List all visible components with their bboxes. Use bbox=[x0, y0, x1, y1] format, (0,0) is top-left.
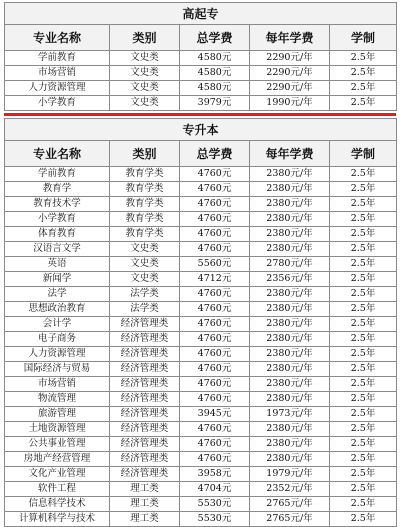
cell-major-name: 土地资源管理 bbox=[5, 422, 110, 437]
cell-annual-fee: 2380元/年 bbox=[250, 212, 330, 227]
table-row bbox=[5, 407, 397, 422]
cell-category: 理工类 bbox=[110, 497, 180, 512]
cell-major-name: 电子商务 bbox=[5, 332, 110, 347]
cell-annual-fee: 2380元/年 bbox=[250, 182, 330, 197]
cell-annual-fee: 2380元/年 bbox=[250, 242, 330, 257]
cell-total-fee: 4760元 bbox=[180, 317, 250, 332]
cell-annual-fee: 2290元/年 bbox=[250, 51, 330, 66]
cell-major-name: 市场营销 bbox=[5, 66, 110, 81]
cell-duration: 2.5年 bbox=[330, 302, 397, 317]
cell-major-name: 会计学 bbox=[5, 317, 110, 332]
cell-annual-fee: 2380元/年 bbox=[250, 302, 330, 317]
table-row bbox=[5, 512, 397, 527]
table-row bbox=[5, 482, 397, 497]
table-row bbox=[5, 81, 397, 96]
cell-major-name: 文化产业管理 bbox=[5, 467, 110, 482]
cell-annual-fee: 2290元/年 bbox=[250, 66, 330, 81]
column-header-duration: 学制 bbox=[330, 25, 397, 51]
gaoqizhuan-table bbox=[4, 2, 397, 111]
cell-total-fee: 4712元 bbox=[180, 272, 250, 287]
cell-category: 经济管理类 bbox=[110, 332, 180, 347]
cell-total-fee: 4760元 bbox=[180, 392, 250, 407]
table-row bbox=[5, 197, 397, 212]
cell-annual-fee: 2780元/年 bbox=[250, 257, 330, 272]
cell-category: 教育学类 bbox=[110, 182, 180, 197]
cell-annual-fee: 2380元/年 bbox=[250, 287, 330, 302]
cell-major-name: 信息科学技术 bbox=[5, 497, 110, 512]
cell-major-name: 学前教育 bbox=[5, 51, 110, 66]
cell-major-name: 英语 bbox=[5, 257, 110, 272]
cell-major-name: 思想政治教育 bbox=[5, 302, 110, 317]
cell-category: 经济管理类 bbox=[110, 422, 180, 437]
cell-duration: 2.5年 bbox=[330, 407, 397, 422]
cell-duration: 2.5年 bbox=[330, 437, 397, 452]
cell-total-fee: 4760元 bbox=[180, 197, 250, 212]
cell-category: 经济管理类 bbox=[110, 377, 180, 392]
cell-duration: 2.5年 bbox=[330, 96, 397, 111]
cell-category: 理工类 bbox=[110, 512, 180, 527]
cell-major-name: 房地产经营管理 bbox=[5, 452, 110, 467]
cell-total-fee: 4760元 bbox=[180, 287, 250, 302]
cell-category: 经济管理类 bbox=[110, 467, 180, 482]
cell-major-name: 小学教育 bbox=[5, 212, 110, 227]
cell-total-fee: 4704元 bbox=[180, 482, 250, 497]
table-row bbox=[5, 227, 397, 242]
cell-annual-fee: 1973元/年 bbox=[250, 407, 330, 422]
column-header-annual-fee: 每年学费 bbox=[250, 141, 330, 167]
cell-duration: 2.5年 bbox=[330, 182, 397, 197]
cell-major-name: 软件工程 bbox=[5, 482, 110, 497]
cell-category: 法学类 bbox=[110, 302, 180, 317]
cell-duration: 2.5年 bbox=[330, 392, 397, 407]
table-row bbox=[5, 347, 397, 362]
table-row bbox=[5, 437, 397, 452]
cell-major-name: 学前教育 bbox=[5, 167, 110, 182]
cell-major-name: 人力资源管理 bbox=[5, 81, 110, 96]
cell-annual-fee: 2290元/年 bbox=[250, 81, 330, 96]
cell-category: 法学类 bbox=[110, 287, 180, 302]
section-title: 专升本 bbox=[5, 119, 397, 141]
cell-annual-fee: 2380元/年 bbox=[250, 422, 330, 437]
table-row bbox=[5, 467, 397, 482]
section-divider bbox=[4, 113, 396, 116]
table-row bbox=[5, 66, 397, 81]
cell-duration: 2.5年 bbox=[330, 422, 397, 437]
cell-duration: 2.5年 bbox=[330, 377, 397, 392]
table-row bbox=[5, 167, 397, 182]
cell-total-fee: 5530元 bbox=[180, 497, 250, 512]
cell-major-name: 小学教育 bbox=[5, 96, 110, 111]
cell-annual-fee: 2356元/年 bbox=[250, 272, 330, 287]
column-header-total-fee: 总学费 bbox=[180, 141, 250, 167]
cell-category: 经济管理类 bbox=[110, 362, 180, 377]
cell-annual-fee: 2380元/年 bbox=[250, 362, 330, 377]
column-header-total-fee: 总学费 bbox=[180, 25, 250, 51]
column-header-category: 类别 bbox=[110, 141, 180, 167]
table-row bbox=[5, 182, 397, 197]
cell-duration: 2.5年 bbox=[330, 51, 397, 66]
zhuanshengben-table bbox=[4, 118, 397, 527]
cell-category: 教育学类 bbox=[110, 197, 180, 212]
table-row bbox=[5, 362, 397, 377]
cell-category: 理工类 bbox=[110, 482, 180, 497]
column-header-annual-fee: 每年学费 bbox=[250, 25, 330, 51]
table-row bbox=[5, 242, 397, 257]
cell-category: 经济管理类 bbox=[110, 347, 180, 362]
cell-total-fee: 3958元 bbox=[180, 467, 250, 482]
cell-category: 文史类 bbox=[110, 96, 180, 111]
table-row bbox=[5, 392, 397, 407]
table-row bbox=[5, 497, 397, 512]
cell-duration: 2.5年 bbox=[330, 497, 397, 512]
cell-total-fee: 4760元 bbox=[180, 332, 250, 347]
column-header-major-name: 专业名称 bbox=[5, 25, 110, 51]
table-row bbox=[5, 377, 397, 392]
cell-annual-fee: 2380元/年 bbox=[250, 377, 330, 392]
cell-annual-fee: 2765元/年 bbox=[250, 512, 330, 527]
cell-category: 文史类 bbox=[110, 242, 180, 257]
cell-duration: 2.5年 bbox=[330, 512, 397, 527]
cell-duration: 2.5年 bbox=[330, 257, 397, 272]
cell-major-name: 旅游管理 bbox=[5, 407, 110, 422]
cell-annual-fee: 2380元/年 bbox=[250, 167, 330, 182]
cell-duration: 2.5年 bbox=[330, 272, 397, 287]
cell-annual-fee: 1990元/年 bbox=[250, 96, 330, 111]
cell-total-fee: 4760元 bbox=[180, 452, 250, 467]
cell-annual-fee: 2765元/年 bbox=[250, 497, 330, 512]
cell-annual-fee: 2380元/年 bbox=[250, 347, 330, 362]
cell-total-fee: 4760元 bbox=[180, 302, 250, 317]
cell-total-fee: 4580元 bbox=[180, 81, 250, 96]
cell-duration: 2.5年 bbox=[330, 452, 397, 467]
cell-category: 文史类 bbox=[110, 272, 180, 287]
cell-duration: 2.5年 bbox=[330, 212, 397, 227]
cell-annual-fee: 2380元/年 bbox=[250, 392, 330, 407]
column-header-duration: 学制 bbox=[330, 141, 397, 167]
table-row bbox=[5, 332, 397, 347]
cell-annual-fee: 2380元/年 bbox=[250, 452, 330, 467]
cell-total-fee: 4760元 bbox=[180, 182, 250, 197]
cell-duration: 2.5年 bbox=[330, 362, 397, 377]
cell-major-name: 计算机科学与技术 bbox=[5, 512, 110, 527]
cell-total-fee: 3945元 bbox=[180, 407, 250, 422]
cell-major-name: 市场营销 bbox=[5, 377, 110, 392]
cell-total-fee: 4760元 bbox=[180, 362, 250, 377]
cell-major-name: 人力资源管理 bbox=[5, 347, 110, 362]
table-row bbox=[5, 452, 397, 467]
table-row bbox=[5, 96, 397, 111]
cell-duration: 2.5年 bbox=[330, 66, 397, 81]
cell-category: 经济管理类 bbox=[110, 437, 180, 452]
cell-annual-fee: 2380元/年 bbox=[250, 437, 330, 452]
table-row bbox=[5, 422, 397, 437]
cell-category: 经济管理类 bbox=[110, 317, 180, 332]
cell-duration: 2.5年 bbox=[330, 167, 397, 182]
table-row bbox=[5, 272, 397, 287]
table-row bbox=[5, 302, 397, 317]
cell-major-name: 体育教育 bbox=[5, 227, 110, 242]
cell-total-fee: 4760元 bbox=[180, 167, 250, 182]
cell-duration: 2.5年 bbox=[330, 227, 397, 242]
cell-major-name: 教育技术学 bbox=[5, 197, 110, 212]
column-header-major-name: 专业名称 bbox=[5, 141, 110, 167]
cell-major-name: 公共事业管理 bbox=[5, 437, 110, 452]
cell-major-name: 国际经济与贸易 bbox=[5, 362, 110, 377]
cell-category: 文史类 bbox=[110, 257, 180, 272]
column-header-category: 类别 bbox=[110, 25, 180, 51]
cell-total-fee: 4760元 bbox=[180, 437, 250, 452]
cell-major-name: 物流管理 bbox=[5, 392, 110, 407]
cell-major-name: 汉语言文学 bbox=[5, 242, 110, 257]
cell-duration: 2.5年 bbox=[330, 347, 397, 362]
cell-total-fee: 4580元 bbox=[180, 51, 250, 66]
cell-annual-fee: 2380元/年 bbox=[250, 197, 330, 212]
cell-duration: 2.5年 bbox=[330, 81, 397, 96]
cell-duration: 2.5年 bbox=[330, 242, 397, 257]
cell-annual-fee: 2380元/年 bbox=[250, 317, 330, 332]
table-row bbox=[5, 51, 397, 66]
cell-total-fee: 4580元 bbox=[180, 66, 250, 81]
cell-total-fee: 4760元 bbox=[180, 347, 250, 362]
cell-category: 经济管理类 bbox=[110, 452, 180, 467]
cell-category: 经济管理类 bbox=[110, 392, 180, 407]
cell-category: 教育学类 bbox=[110, 212, 180, 227]
cell-category: 文史类 bbox=[110, 66, 180, 81]
table-row bbox=[5, 287, 397, 302]
cell-duration: 2.5年 bbox=[330, 287, 397, 302]
cell-duration: 2.5年 bbox=[330, 467, 397, 482]
cell-category: 文史类 bbox=[110, 81, 180, 96]
cell-total-fee: 3979元 bbox=[180, 96, 250, 111]
cell-category: 教育学类 bbox=[110, 227, 180, 242]
cell-duration: 2.5年 bbox=[330, 482, 397, 497]
table-row bbox=[5, 212, 397, 227]
cell-annual-fee: 2380元/年 bbox=[250, 332, 330, 347]
cell-duration: 2.5年 bbox=[330, 317, 397, 332]
cell-total-fee: 4760元 bbox=[180, 242, 250, 257]
cell-major-name: 新闻学 bbox=[5, 272, 110, 287]
table-row bbox=[5, 257, 397, 272]
cell-major-name: 教育学 bbox=[5, 182, 110, 197]
cell-total-fee: 4760元 bbox=[180, 422, 250, 437]
cell-annual-fee: 1979元/年 bbox=[250, 467, 330, 482]
cell-duration: 2.5年 bbox=[330, 197, 397, 212]
section-title: 高起专 bbox=[5, 3, 397, 25]
cell-duration: 2.5年 bbox=[330, 332, 397, 347]
cell-total-fee: 5560元 bbox=[180, 257, 250, 272]
cell-annual-fee: 2352元/年 bbox=[250, 482, 330, 497]
cell-annual-fee: 2380元/年 bbox=[250, 227, 330, 242]
cell-category: 经济管理类 bbox=[110, 407, 180, 422]
cell-major-name: 法学 bbox=[5, 287, 110, 302]
cell-category: 教育学类 bbox=[110, 167, 180, 182]
cell-total-fee: 4760元 bbox=[180, 212, 250, 227]
cell-category: 文史类 bbox=[110, 51, 180, 66]
cell-total-fee: 4760元 bbox=[180, 377, 250, 392]
cell-total-fee: 5530元 bbox=[180, 512, 250, 527]
table-row bbox=[5, 317, 397, 332]
cell-total-fee: 4760元 bbox=[180, 227, 250, 242]
